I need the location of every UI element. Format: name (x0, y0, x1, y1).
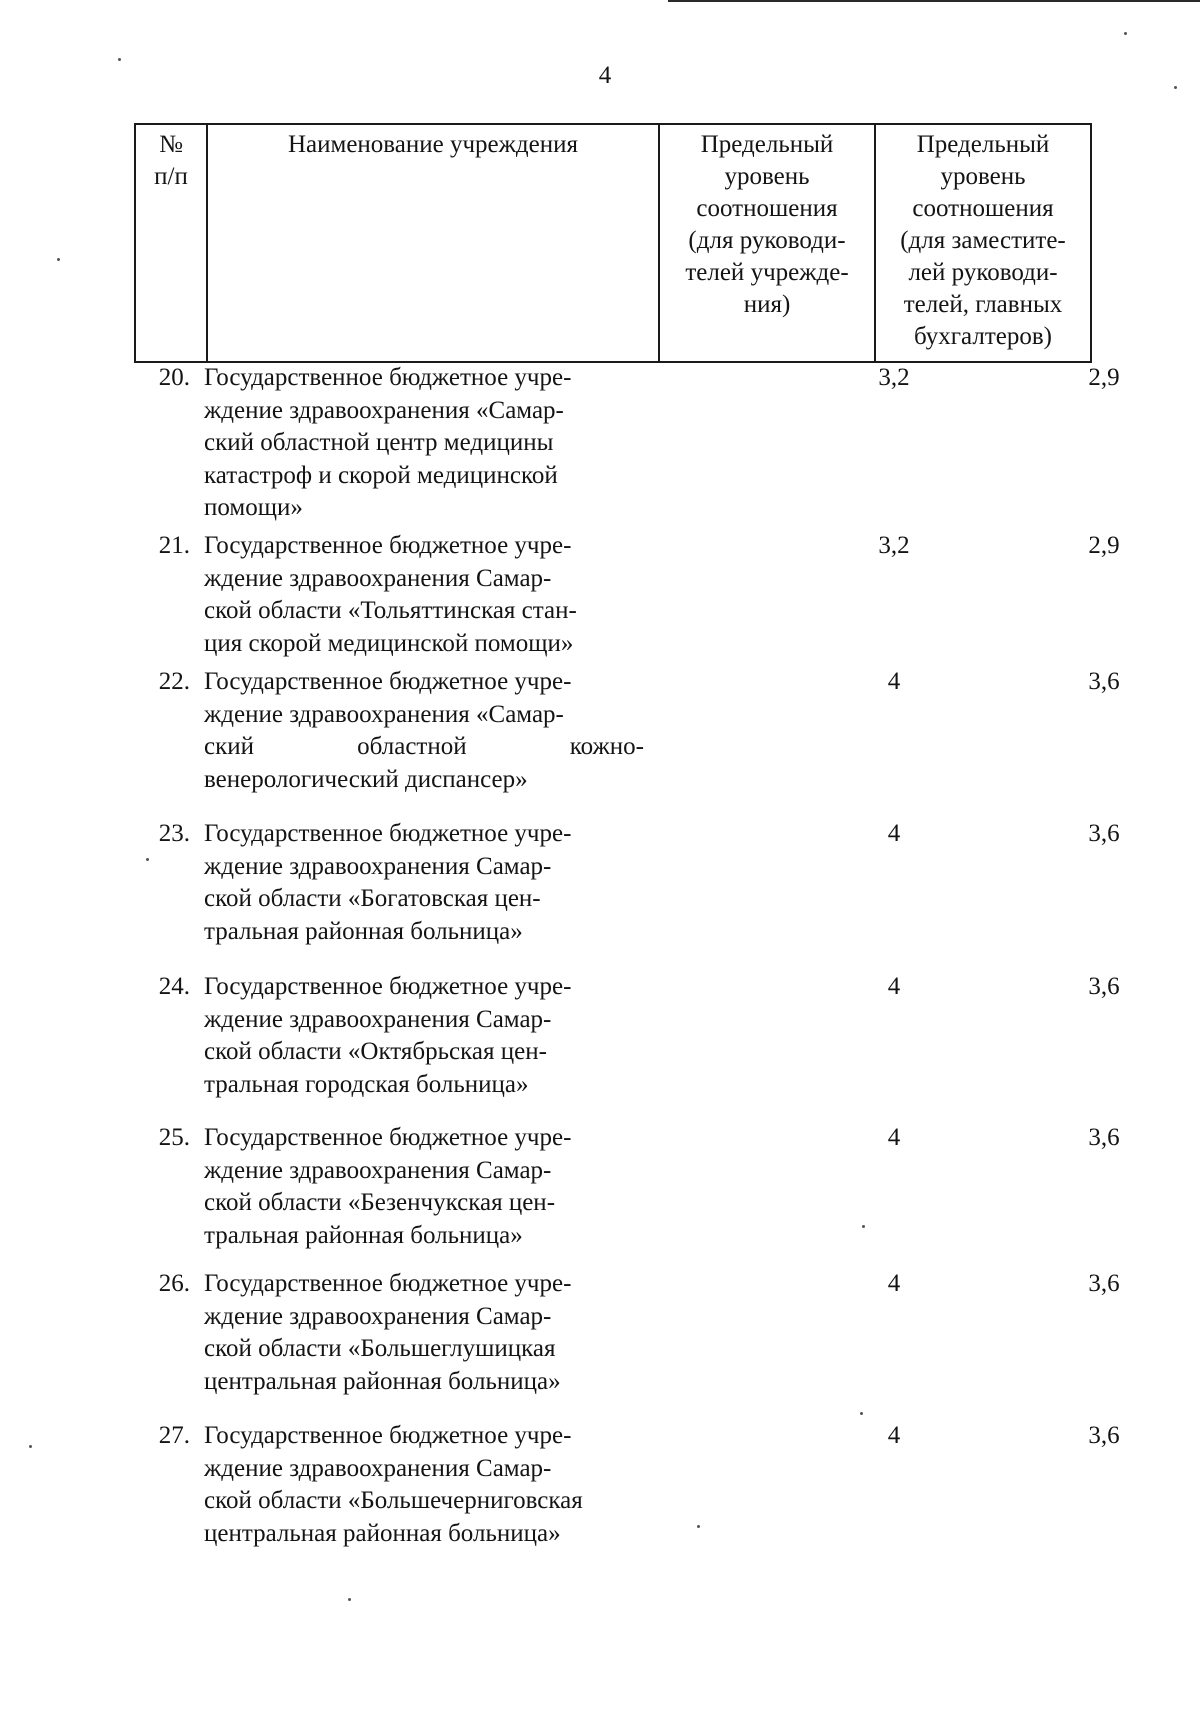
row-number: 21. (158, 532, 190, 559)
header-line: уровень (724, 163, 810, 190)
name-line: ский областной кожно- (204, 733, 644, 760)
name-line: Государственное бюджетное учре- (204, 1270, 572, 1297)
header-line: соотношения (912, 195, 1054, 222)
row-number: 27. (158, 1422, 190, 1449)
name-line: ждение здравоохранения Самар- (204, 1005, 552, 1033)
name-line: центральная районная больница» (204, 1519, 561, 1547)
name-line: ской области «Большеглушицкая (204, 1335, 556, 1362)
row-institution-name (204, 1420, 644, 1550)
name-line: тральная районная больница» (204, 1221, 523, 1249)
header-line: бухгалтеров) (914, 323, 1052, 350)
header-line: лей руководи- (908, 259, 1058, 286)
table-header (134, 123, 1092, 363)
name-line: Государственное бюджетное учре- (204, 532, 572, 559)
scan-speck (57, 258, 60, 261)
row-limit-deputies: 3,6 (1088, 820, 1120, 847)
name-line: Государственное бюджетное учре- (204, 364, 572, 391)
name-line: ждение здравоохранения Самар- (204, 1454, 552, 1482)
row-limit-deputies: 3,6 (1088, 1422, 1120, 1449)
scan-speck (697, 1525, 700, 1528)
row-limit-heads: 4 (887, 668, 901, 695)
header-line: соотношения (696, 195, 838, 222)
row-limit-deputies: 3,6 (1088, 1124, 1120, 1151)
scan-speck (862, 1225, 865, 1228)
header-limit-deputies (876, 125, 1090, 361)
header-limit-heads (660, 125, 876, 361)
scan-speck (29, 1445, 32, 1448)
row-limit-deputies: 3,6 (1088, 668, 1120, 695)
scan-speck (1174, 86, 1177, 89)
row-institution-name (204, 530, 644, 660)
name-line: ждение здравоохранения «Самар- (204, 700, 564, 728)
row-number: 24. (158, 973, 190, 1000)
name-line: тральная городская больница» (204, 1070, 529, 1098)
row-limit-heads: 4 (887, 820, 901, 847)
name-line: ской области «Тольяттинская стан- (204, 597, 577, 624)
name-line: ской области «Октябрьская цен- (204, 1038, 547, 1065)
header-line: Предельный (916, 131, 1050, 158)
header-line: п/п (154, 163, 188, 190)
row-limit-heads: 4 (887, 1422, 901, 1449)
row-number: 25. (158, 1124, 190, 1151)
name-line: венерологический диспансер» (204, 765, 528, 793)
name-line: Государственное бюджетное учре- (204, 1124, 572, 1151)
row-limit-deputies: 3,6 (1088, 973, 1120, 1000)
top-rule (668, 0, 1200, 2)
scan-speck (146, 858, 149, 861)
row-number: 23. (158, 820, 190, 847)
header-line: (для руководи- (688, 227, 846, 254)
row-limit-deputies: 3,6 (1088, 1270, 1120, 1297)
name-line: ждение здравоохранения Самар- (204, 1302, 552, 1330)
row-number: 26. (158, 1270, 190, 1297)
row-institution-name (204, 818, 644, 948)
name-line: ской области «Богатовская цен- (204, 885, 541, 912)
name-line: помощи» (204, 494, 303, 521)
row-number: 20. (158, 364, 190, 391)
name-line: ция скорой медицинской помощи» (204, 629, 574, 657)
row-limit-heads: 4 (887, 1270, 901, 1297)
name-line: Государственное бюджетное учре- (204, 820, 572, 847)
header-line: Предельный (700, 131, 834, 158)
name-line: ждение здравоохранения Самар- (204, 1156, 552, 1184)
name-line: ждение здравоохранения Самар- (204, 852, 552, 880)
name-line: Государственное бюджетное учре- (204, 668, 572, 695)
name-line: ждение здравоохранения Самар- (204, 564, 552, 592)
header-line: (для заместите- (900, 227, 1066, 254)
header-line: уровень (940, 163, 1026, 190)
name-line: Государственное бюджетное учре- (204, 973, 572, 1000)
header-line: № (159, 131, 183, 158)
page-number: 4 (598, 62, 612, 89)
header-line: Наименование учреждения (287, 131, 578, 158)
name-line: ской области «Большечерниговская (204, 1487, 583, 1514)
header-line: телей учрежде- (685, 259, 849, 286)
header-line: ния) (743, 291, 791, 318)
row-institution-name (204, 362, 644, 525)
row-limit-heads: 4 (887, 973, 901, 1000)
header-line: телей, главных (903, 291, 1063, 318)
row-limit-heads: 3,2 (878, 364, 910, 391)
row-limit-deputies: 2,9 (1088, 364, 1120, 391)
header-name (208, 125, 660, 361)
scan-speck (860, 1412, 863, 1415)
name-line: Государственное бюджетное учре- (204, 1422, 572, 1449)
name-line: центральная районная больница» (204, 1367, 561, 1395)
row-limit-deputies: 2,9 (1088, 532, 1120, 559)
name-line: ждение здравоохранения «Самар- (204, 396, 564, 424)
row-institution-name (204, 666, 644, 796)
header-num (136, 125, 208, 361)
name-line: тральная районная больница» (204, 917, 523, 945)
row-institution-name (204, 1268, 644, 1398)
scan-speck (348, 1598, 351, 1601)
row-limit-heads: 3,2 (878, 532, 910, 559)
row-limit-heads: 4 (887, 1124, 901, 1151)
name-line: катастроф и скорой медицинской (204, 461, 558, 489)
name-line: ской области «Безенчукская цен- (204, 1189, 556, 1216)
row-institution-name (204, 971, 644, 1101)
row-institution-name (204, 1122, 644, 1252)
scan-speck (1124, 32, 1127, 35)
name-line: ский областной центр медицины (204, 429, 554, 456)
scan-speck (118, 58, 121, 61)
row-number: 22. (158, 668, 190, 695)
